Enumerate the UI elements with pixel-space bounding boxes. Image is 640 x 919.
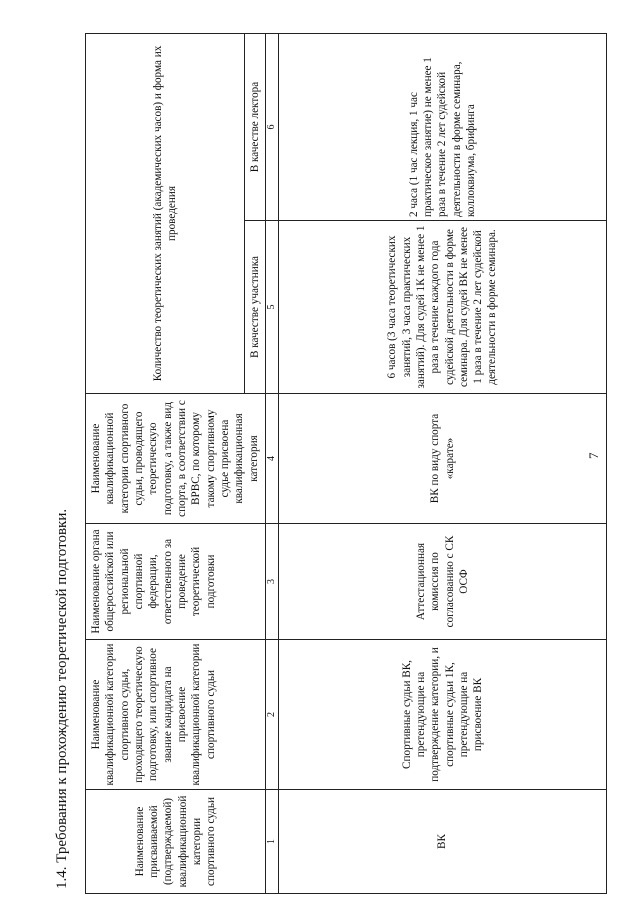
cell-lecturer-hours: 2 часа (1 час лекция, 1 час практическое занятие) не менее 1 раза в течение 2 лет судейской деятельности в форме семинара, коллоквиума, брифинга [279, 33, 607, 220]
section-heading: 1.4. Требования к прохождению теоретической подготовки. [54, 508, 70, 889]
requirements-table [85, 33, 607, 894]
column-number: 6 [266, 33, 279, 220]
header-cell-category: Наименование присваиваемой (подтверждаемой) квалификационной категории спортивного судьи [86, 790, 266, 894]
header-cell-responsible-body: Наименование органа общероссийской или региональной спортивной федерации, ответственного за проведение теоретической подготовки [86, 524, 266, 640]
cell-lecturer-category: ВК по виду спорта «карате» [279, 394, 607, 524]
column-number: 1 [266, 790, 279, 894]
column-number: 3 [266, 524, 279, 640]
header-cell-lecturer-category: Наименование квалификационной категории спортивного судьи, проводящего теоретическую подготовку, а также вид спорта, в соответствии с ВРВС, по которому такому спортивному судье присвоена квалификационная категория [86, 394, 266, 524]
table-row [279, 33, 607, 893]
cell-trainee-category: Спортивные судьи ВК, претендующие на подтверждение категории, и спортивные судьи 1К, претендующие на присвоение ВК [279, 640, 607, 790]
cell-responsible-body: Аттестационная комиссия по согласованию с СК ОСФ [279, 524, 607, 640]
header-cell-sessions: Количество теоретических занятий (академических часов) и форма их проведения [86, 33, 245, 393]
column-number: 4 [266, 394, 279, 524]
cell-participant-hours: 6 часов (3 часа теоретических занятий, 3 часа практических занятий). Для судей 1К не менее 1 раза в течение каждого года судейской деятельности в форме семинара. Для судей ВК не менее 1 раза в течение 2 лет судейской деятельности в форме семинара. [279, 221, 607, 394]
header-cell-trainee-category: Наименование квалификационной категории спортивного судьи, проходящего теоретическую подготовку, или спортивное звание кандидата на присвоение квалификационной категории спортивного судьи [86, 640, 266, 790]
cell-category: ВК [279, 790, 607, 894]
header-cell-as-participant: В качестве участника [245, 221, 266, 394]
column-number: 2 [266, 640, 279, 790]
table-header-row [86, 33, 245, 893]
page-number: 7 [586, 452, 601, 459]
column-number: 5 [266, 221, 279, 394]
header-cell-as-lecturer: В качестве лектора [245, 33, 266, 220]
column-number-row [266, 33, 279, 893]
